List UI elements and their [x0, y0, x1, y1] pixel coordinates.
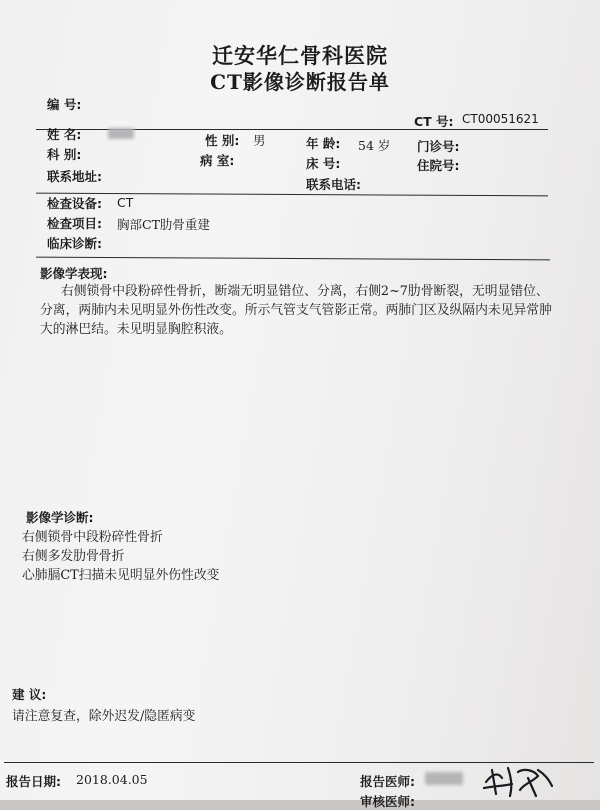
exam-rule [36, 257, 550, 261]
device-label: 检查设备: [47, 196, 102, 211]
ct-number-label: CT 号: [414, 114, 454, 129]
findings-line-3: 大的淋巴结。未见明显胸腔积液。 [40, 322, 232, 337]
diagnosis-label: 影像学诊断: [26, 510, 94, 525]
advice-text: 请注意复查，除外迟发/隐匿病变 [12, 709, 196, 724]
findings-line-1: 右侧锁骨中段粉碎性骨折，断端无明显错位、分离，右侧2~7肋骨断裂，无明显错位、 [61, 284, 549, 299]
gender-value: 男 [253, 133, 266, 148]
findings-line-2: 分离，两肺内未见明显外伤性改变。所示气管支气管影正常。两肺门区及纵隔内未见异常肿 [40, 303, 552, 318]
hospital-name: 迁安华仁骨科医院 [212, 43, 388, 68]
diagnosis-line-3: 心肺膈CT扫描未见明显外伤性改变 [22, 568, 220, 583]
device-value: CT [117, 195, 134, 210]
diagnosis-line-2: 右侧多发肋骨骨折 [22, 549, 125, 564]
gender-label: 性 别: [205, 133, 240, 148]
ward-label: 病 室: [200, 153, 235, 168]
reviewing-doctor-label: 审核医师: [360, 794, 415, 809]
reporting-doctor-label: 报告医师: [360, 774, 415, 789]
findings-label: 影像学表现: [40, 266, 108, 281]
redacted-doctor-name [425, 772, 463, 785]
report-title: CT影像诊断报告单 [210, 70, 390, 94]
clinical-diagnosis-label: 临床诊断: [47, 236, 102, 251]
diagnosis-line-1: 右侧锁骨中段粉碎性骨折 [22, 530, 163, 545]
report-date-value: 2018.04.05 [76, 772, 148, 787]
doctor-signature [478, 760, 558, 800]
number-label: 编 号: [47, 97, 82, 112]
age-label: 年 龄: [306, 136, 341, 151]
address-label: 联系地址: [47, 169, 102, 184]
exam-item-value: 胸部CT肋骨重建 [117, 217, 210, 232]
ct-number-value: CT00051621 [462, 112, 539, 126]
phone-label: 联系电话: [306, 177, 361, 192]
department-label: 科 别: [47, 147, 82, 162]
advice-label: 建 议: [12, 687, 47, 702]
inpatient-label: 住院号: [417, 158, 460, 173]
info-rule [36, 193, 548, 197]
report-date-label: 报告日期: [6, 774, 61, 789]
bed-label: 床 号: [306, 156, 341, 171]
redacted-name [108, 128, 134, 139]
exam-item-label: 检查项目: [47, 216, 102, 231]
name-label: 姓 名: [47, 127, 82, 142]
age-value: 54 岁 [358, 138, 391, 153]
outpatient-label: 门诊号: [417, 139, 460, 154]
